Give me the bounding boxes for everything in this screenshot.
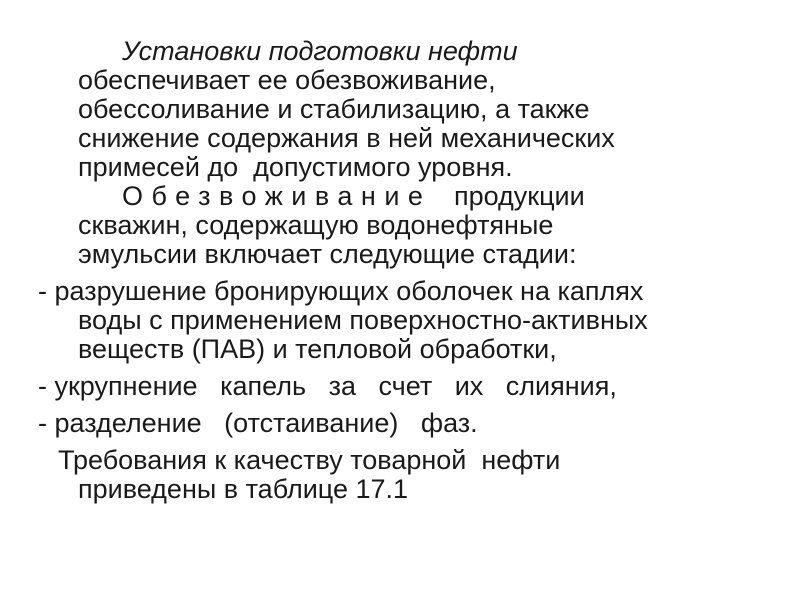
- paragraph-1-line: примесей до допустимого уровня.: [78, 152, 513, 182]
- list-item-1-continuation: веществ (ПАВ) и тепловой обработки,: [78, 334, 557, 364]
- paragraph-2-line: эмульсии включает следующие стадии:: [78, 239, 577, 269]
- list-item-3: - разделение (отстаивание) фаз.: [38, 408, 478, 438]
- paragraph-1-line: обессоливание и стабилизацию, а также: [78, 94, 590, 124]
- paragraph-1-line: снижение содержания в ней механических: [78, 123, 615, 153]
- paragraph-1-heading: Установки подготовки нефти: [122, 36, 518, 66]
- list-item-1-continuation: воды с применением поверхностно-активных: [78, 305, 648, 335]
- closing-line: Требования к качеству товарной нефти: [58, 445, 561, 475]
- spaced-term: Обезвоживание: [122, 181, 432, 211]
- paragraph-2-first-line: [38, 182, 778, 211]
- list-item-2: - укрупнение капель за счет их слияния,: [38, 371, 617, 401]
- list-item-1: - разрушение бронирующих оболочек на каплях: [38, 276, 644, 306]
- paragraph-2-text: продукции: [431, 181, 585, 211]
- closing-line: приведены в таблице 17.1: [78, 474, 409, 504]
- body-text: [38, 37, 778, 504]
- paragraph-1-line: обеспечивает ее обезвоживание,: [78, 65, 496, 95]
- paragraph-2-line: скважин, содержащую водонефтяные: [78, 210, 554, 240]
